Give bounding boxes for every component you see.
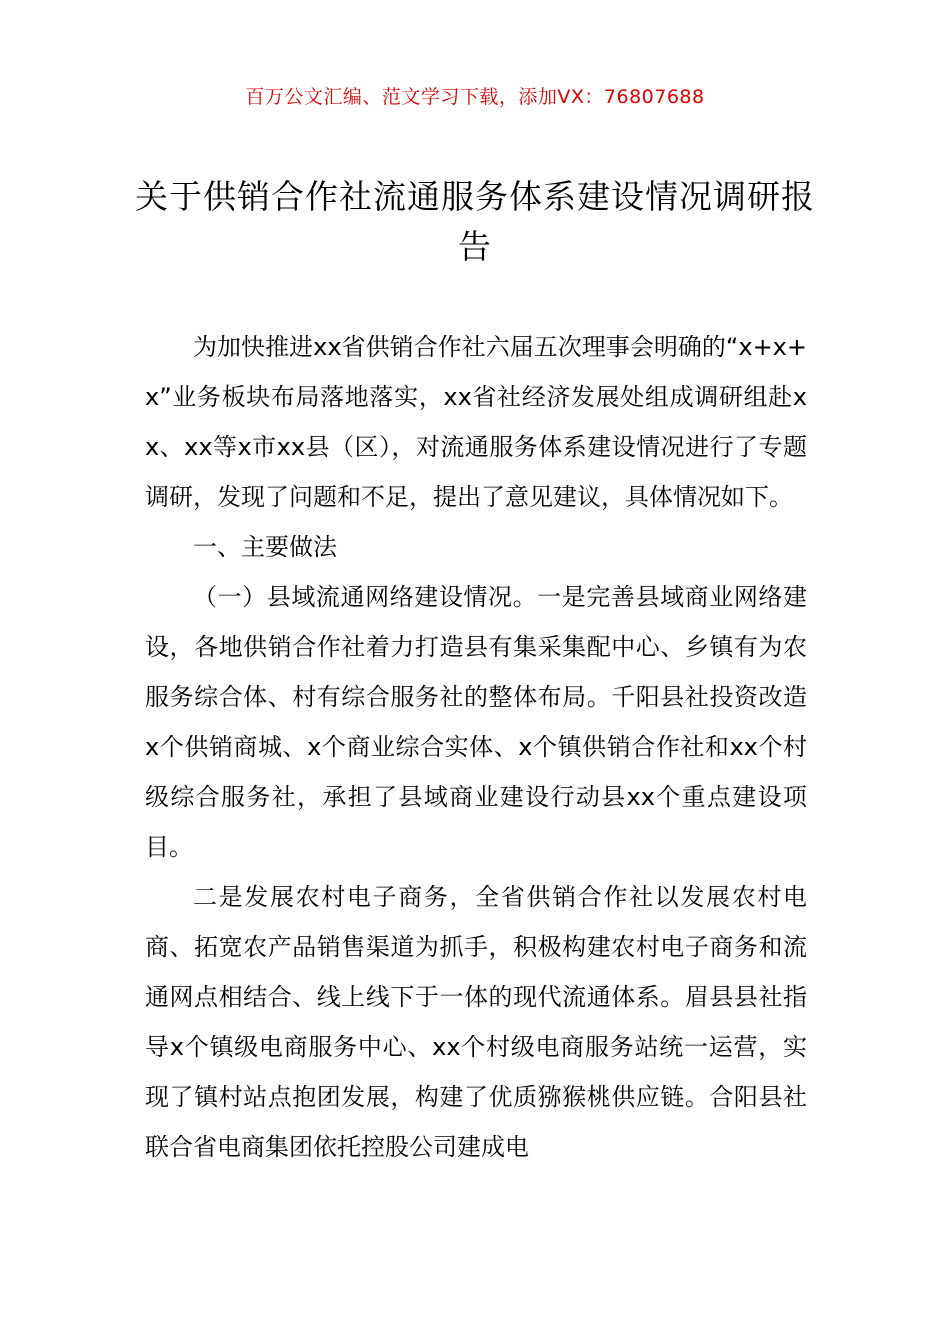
- paragraph-county-network: （一）县域流通网络建设情况。一是完善县域商业网络建设，各地供销合作社着力打造县有集采集配中心、乡镇有为农服务综合体、村有综合服务社的整体布局。千阳县社投资改造x个供销商城、x个商业综合实体、x个镇供销合作社和xx个村级综合服务社，承担了县域商业建设行动县xx个重点建设项目。: [145, 583, 807, 861]
- section-heading-main-practices: 一、主要做法: [193, 533, 337, 561]
- document-title: 关于供销合作社流通服务体系建设情况调研报告: [135, 177, 815, 266]
- document-body: [145, 322, 807, 1172]
- paragraph-rural-ecommerce: 二是发展农村电子商务，全省供销合作社以发展农村电商、拓宽农产品销售渠道为抓手，积极构建农村电子商务和流通网点相结合、线上线下于一体的现代流通体系。眉县县社指导x个镇级电商服务中心、xx个村级电商服务站统一运营，实现了镇村站点抱团发展，构建了优质猕猴桃供应链。合阳县社联合省电商集团依托控股公司建成电: [145, 883, 807, 1161]
- watermark-header: 百万公文汇编、范文学习下载，添加VX：76807688: [245, 86, 705, 108]
- intro-paragraph: 为加快推进xx省供销合作社六届五次理事会明确的“x+x+x”业务板块布局落地落实，xx省社经济发展处组成调研组赴xx、xx等x市xx县（区），对流通服务体系建设情况进行了专题调研，发现了问题和不足，提出了意见建议，具体情况如下。: [145, 333, 807, 511]
